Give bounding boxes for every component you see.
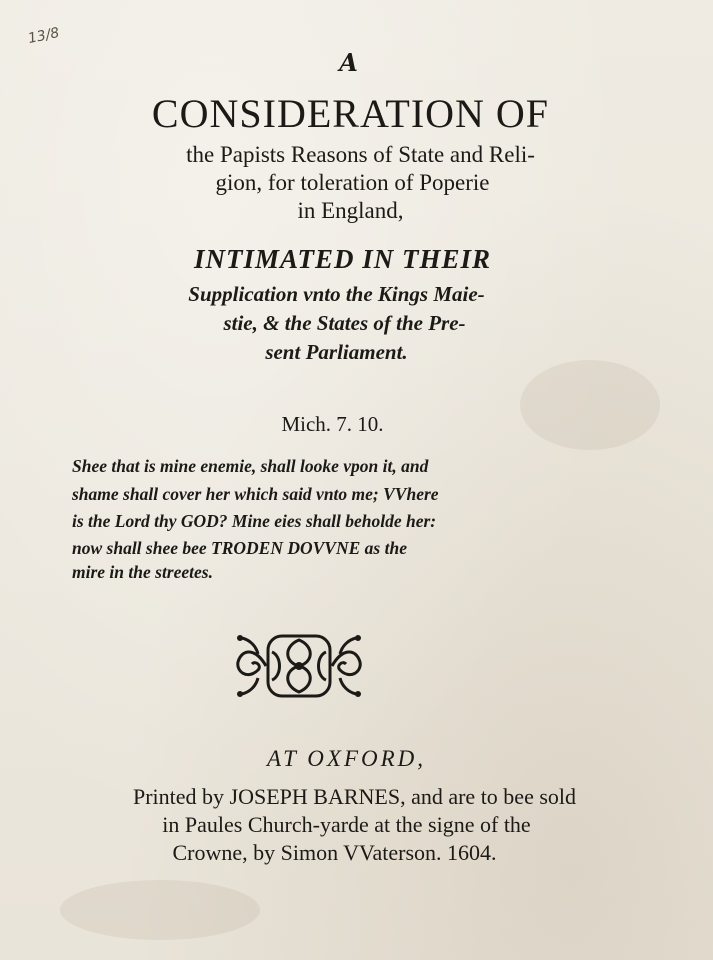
shelfmark-annotation: 13/8 [26,24,61,48]
subtitle-line: in England, [297,198,404,223]
quote-line: mire in the streetes. [72,562,213,582]
imprint-place: AT OXFORD, [266,746,427,771]
floral-ornament-icon [232,632,366,700]
imprint-line: in Paules Church-yarde at the signe of the [162,812,531,837]
page-title: CONSIDERATION OF [151,91,550,136]
paper-stain [60,880,260,940]
supplication-line: Supplication vnto the Kings Maie- [188,282,485,306]
imprint-line: Printed by JOSEPH BARNES, and are to bee sold [132,784,577,809]
imprint-line: Crowne, by Simon VVaterson. 1604. [172,840,497,865]
subtitle-line: gion, for toleration of Poperie [215,170,490,195]
quote-line: is the Lord thy GOD? Mine eies shall beholde her: [72,511,437,531]
intimated-heading: INTIMATED IN THEIR [193,244,492,274]
supplication-line: sent Parliament. [265,340,408,364]
quote-line: Shee that is mine enemie, shall looke vpon it, and [72,456,429,476]
scripture-reference: Mich. 7. 10. [281,412,384,436]
quote-line: shame shall cover her which said vnto me; VVhere [72,484,439,504]
title-article: A [339,48,358,77]
quote-line: now shall shee bee TRODEN DOVVNE as the [72,538,407,558]
subtitle-line: the Papists Reasons of State and Reli- [186,142,535,167]
supplication-line: stie, & the States of the Pre- [223,311,466,335]
